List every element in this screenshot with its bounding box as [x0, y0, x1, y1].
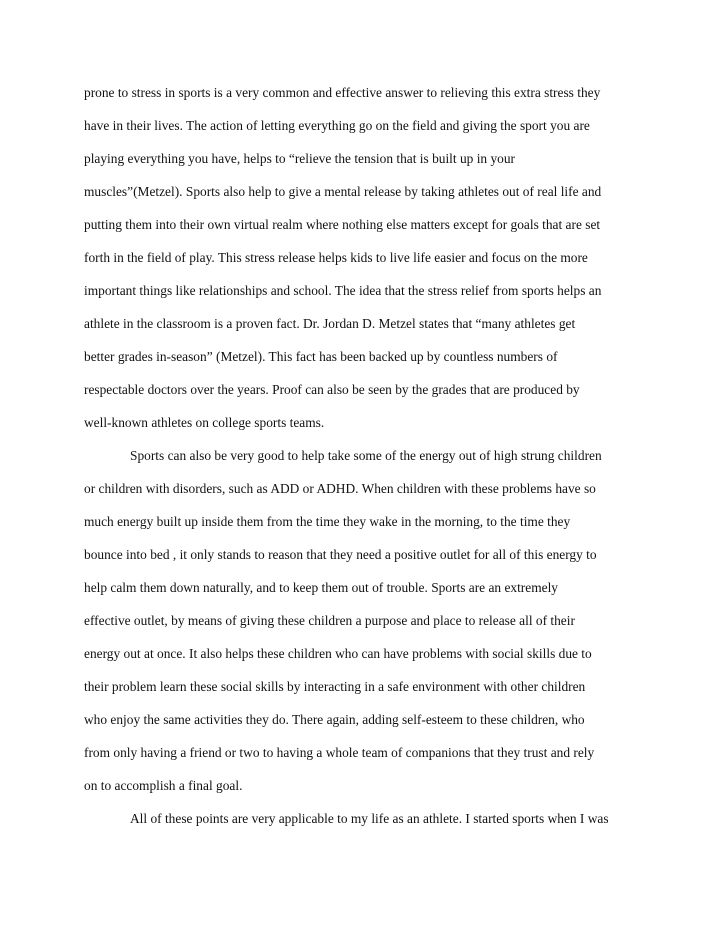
- text-line: prone to stress in sports is a very common and effective answer to relieving this extra stress they: [84, 85, 601, 100]
- text-line: who enjoy the same activities they do. There again, adding self-esteem to these children, who: [84, 712, 585, 727]
- essay-body: [84, 84, 656, 843]
- text-line: playing everything you have, helps to “relieve the tension that is built up in your: [84, 151, 516, 166]
- text-line: or children with disorders, such as ADD or ADHD. When children with these problems have so: [84, 481, 596, 496]
- text-line: their problem learn these social skills by interacting in a safe environment with other children: [84, 679, 586, 694]
- text-line: from only having a friend or two to having a whole team of companions that they trust and rely: [84, 745, 595, 760]
- text-line: forth in the field of play. This stress release helps kids to live life easier and focus on the more: [84, 250, 588, 265]
- text-line: have in their lives. The action of letting everything go on the field and giving the sport you are: [84, 118, 590, 133]
- text-line: important things like relationships and school. The idea that the stress relief from sports helps an: [84, 283, 602, 298]
- text-line: athlete in the classroom is a proven fact. Dr. Jordan D. Metzel states that “many athletes get: [84, 316, 576, 331]
- paragraph-first-line: All of these points are very applicable to my life as an athlete. I started sports when I was: [130, 811, 609, 826]
- text-line: respectable doctors over the years. Proof can also be seen by the grades that are produced by: [84, 382, 580, 397]
- text-line: better grades in-season” (Metzel). This fact has been backed up by countless numbers of: [84, 349, 558, 364]
- text-line: on to accomplish a final goal.: [84, 778, 243, 793]
- text-line: help calm them down naturally, and to keep them out of trouble. Sports are an extremely: [84, 580, 558, 595]
- text-line: putting them into their own virtual realm where nothing else matters except for goals that are set: [84, 217, 601, 232]
- text-line: effective outlet, by means of giving these children a purpose and place to release all of their: [84, 613, 575, 628]
- text-line: well-known athletes on college sports teams.: [84, 415, 325, 430]
- text-line: muscles”(Metzel). Sports also help to give a mental release by taking athletes out of real life and: [84, 184, 602, 199]
- paragraph-first-line: Sports can also be very good to help take some of the energy out of high strung children: [130, 448, 602, 463]
- text-line: bounce into bed , it only stands to reason that they need a positive outlet for all of this energy to: [84, 547, 597, 562]
- text-line: energy out at once. It also helps these children who can have problems with social skills due to: [84, 646, 592, 661]
- text-line: much energy built up inside them from the time they wake in the morning, to the time they: [84, 514, 571, 529]
